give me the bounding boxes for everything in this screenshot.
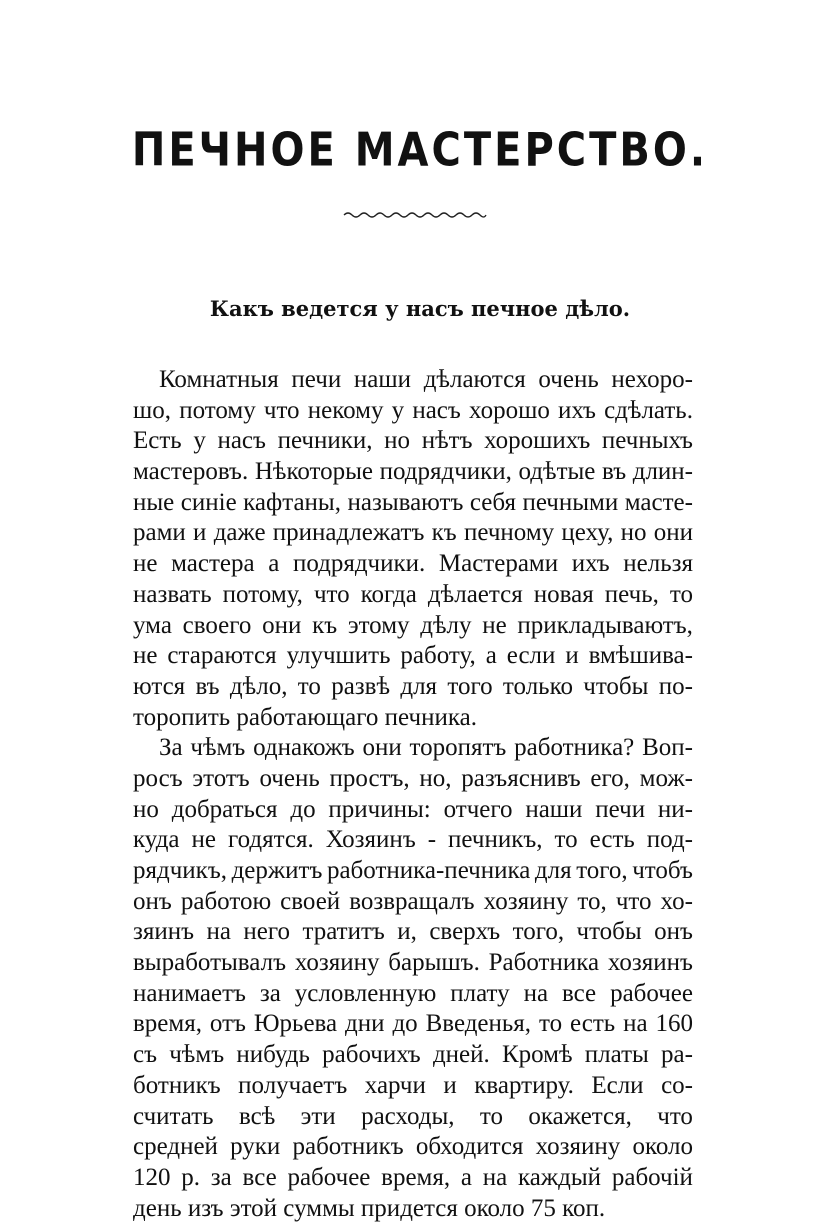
- text-line: 120 р. за все рабочее время, а на каждый рабочiй: [133, 1163, 693, 1191]
- text-line: шо, потому что некому у насъ хорошо ихъ сдѣлать.: [133, 396, 693, 424]
- text-line: ботникъ получаетъ харчи и квартиру. Если со-: [133, 1071, 693, 1099]
- text-line: средней руки работникъ обходится хозяину около: [133, 1133, 693, 1161]
- text-line: считать всѣ эти расходы, то окажется, что: [133, 1102, 693, 1130]
- text-line: торопить работающаго печника.: [133, 703, 477, 731]
- wavy-divider-ornament: [342, 209, 488, 221]
- text-line: росъ этотъ очень простъ, но, разъяснивъ его, мож-: [133, 764, 693, 792]
- text-line: назвать потому, что когда дѣлается новая печь, то: [133, 580, 693, 608]
- text-line: время, отъ Юрьева дни до Введенья, то есть на 160: [133, 1010, 693, 1038]
- text-line: съ чѣмъ нибудь рабочихъ дней. Кромѣ платы ра-: [133, 1041, 693, 1069]
- text-line: не мастера а подрядчики. Мастерами ихъ нельзя: [133, 550, 693, 578]
- text-line: Есть у насъ печники, но нѣтъ хорошихъ печныхъ: [133, 427, 693, 455]
- body-text: [133, 365, 693, 1224]
- text-line: онъ работою своей возвращалъ хозяину то, что хо-: [133, 887, 693, 915]
- text-line: нанимаетъ за условленную плату на все рабочее: [133, 979, 693, 1007]
- text-line: куда не годятся. Хозяинъ - печникъ, то есть под-: [133, 826, 693, 854]
- text-line: но добраться до причины: отчего наши печи ни-: [133, 795, 693, 823]
- page-title: ПЕЧНОЕ МАСТЕРСТВО.: [131, 124, 709, 177]
- text-line: За чѣмъ однакожъ они торопятъ работника? Воп-: [159, 734, 693, 762]
- text-line: зяинъ на него тратитъ и, сверхъ того, чтобы онъ: [133, 918, 693, 946]
- text-line: ума своего они къ этому дѣлу не прикладываютъ,: [133, 611, 693, 639]
- text-line: рами и даже принадлежатъ къ печному цеху, но они: [133, 519, 693, 547]
- text-line: мастеровъ. Нѣкоторые подрядчики, одѣтые въ длин-: [133, 458, 693, 486]
- text-line: день изъ этой суммы придется около 75 коп.: [133, 1194, 606, 1222]
- text-line: ные синiе кафтаны, называютъ себя печными масте-: [133, 488, 693, 516]
- section-heading: Какъ ведется у насъ печное дѣло.: [209, 296, 631, 321]
- text-line: рядчикъ, держитъ работника-печника для того, чтобъ: [133, 857, 693, 884]
- text-line: Комнатныя печи наши дѣлаются очень нехоро-: [159, 366, 693, 393]
- text-line: ются въ дѣло, то развѣ для того только чтобы по-: [133, 672, 693, 700]
- text-line: не стараются улучшить работу, а если и вмѣшива-: [133, 642, 693, 670]
- text-line: выработывалъ хозяину барышъ. Работника хозяинъ: [133, 949, 693, 977]
